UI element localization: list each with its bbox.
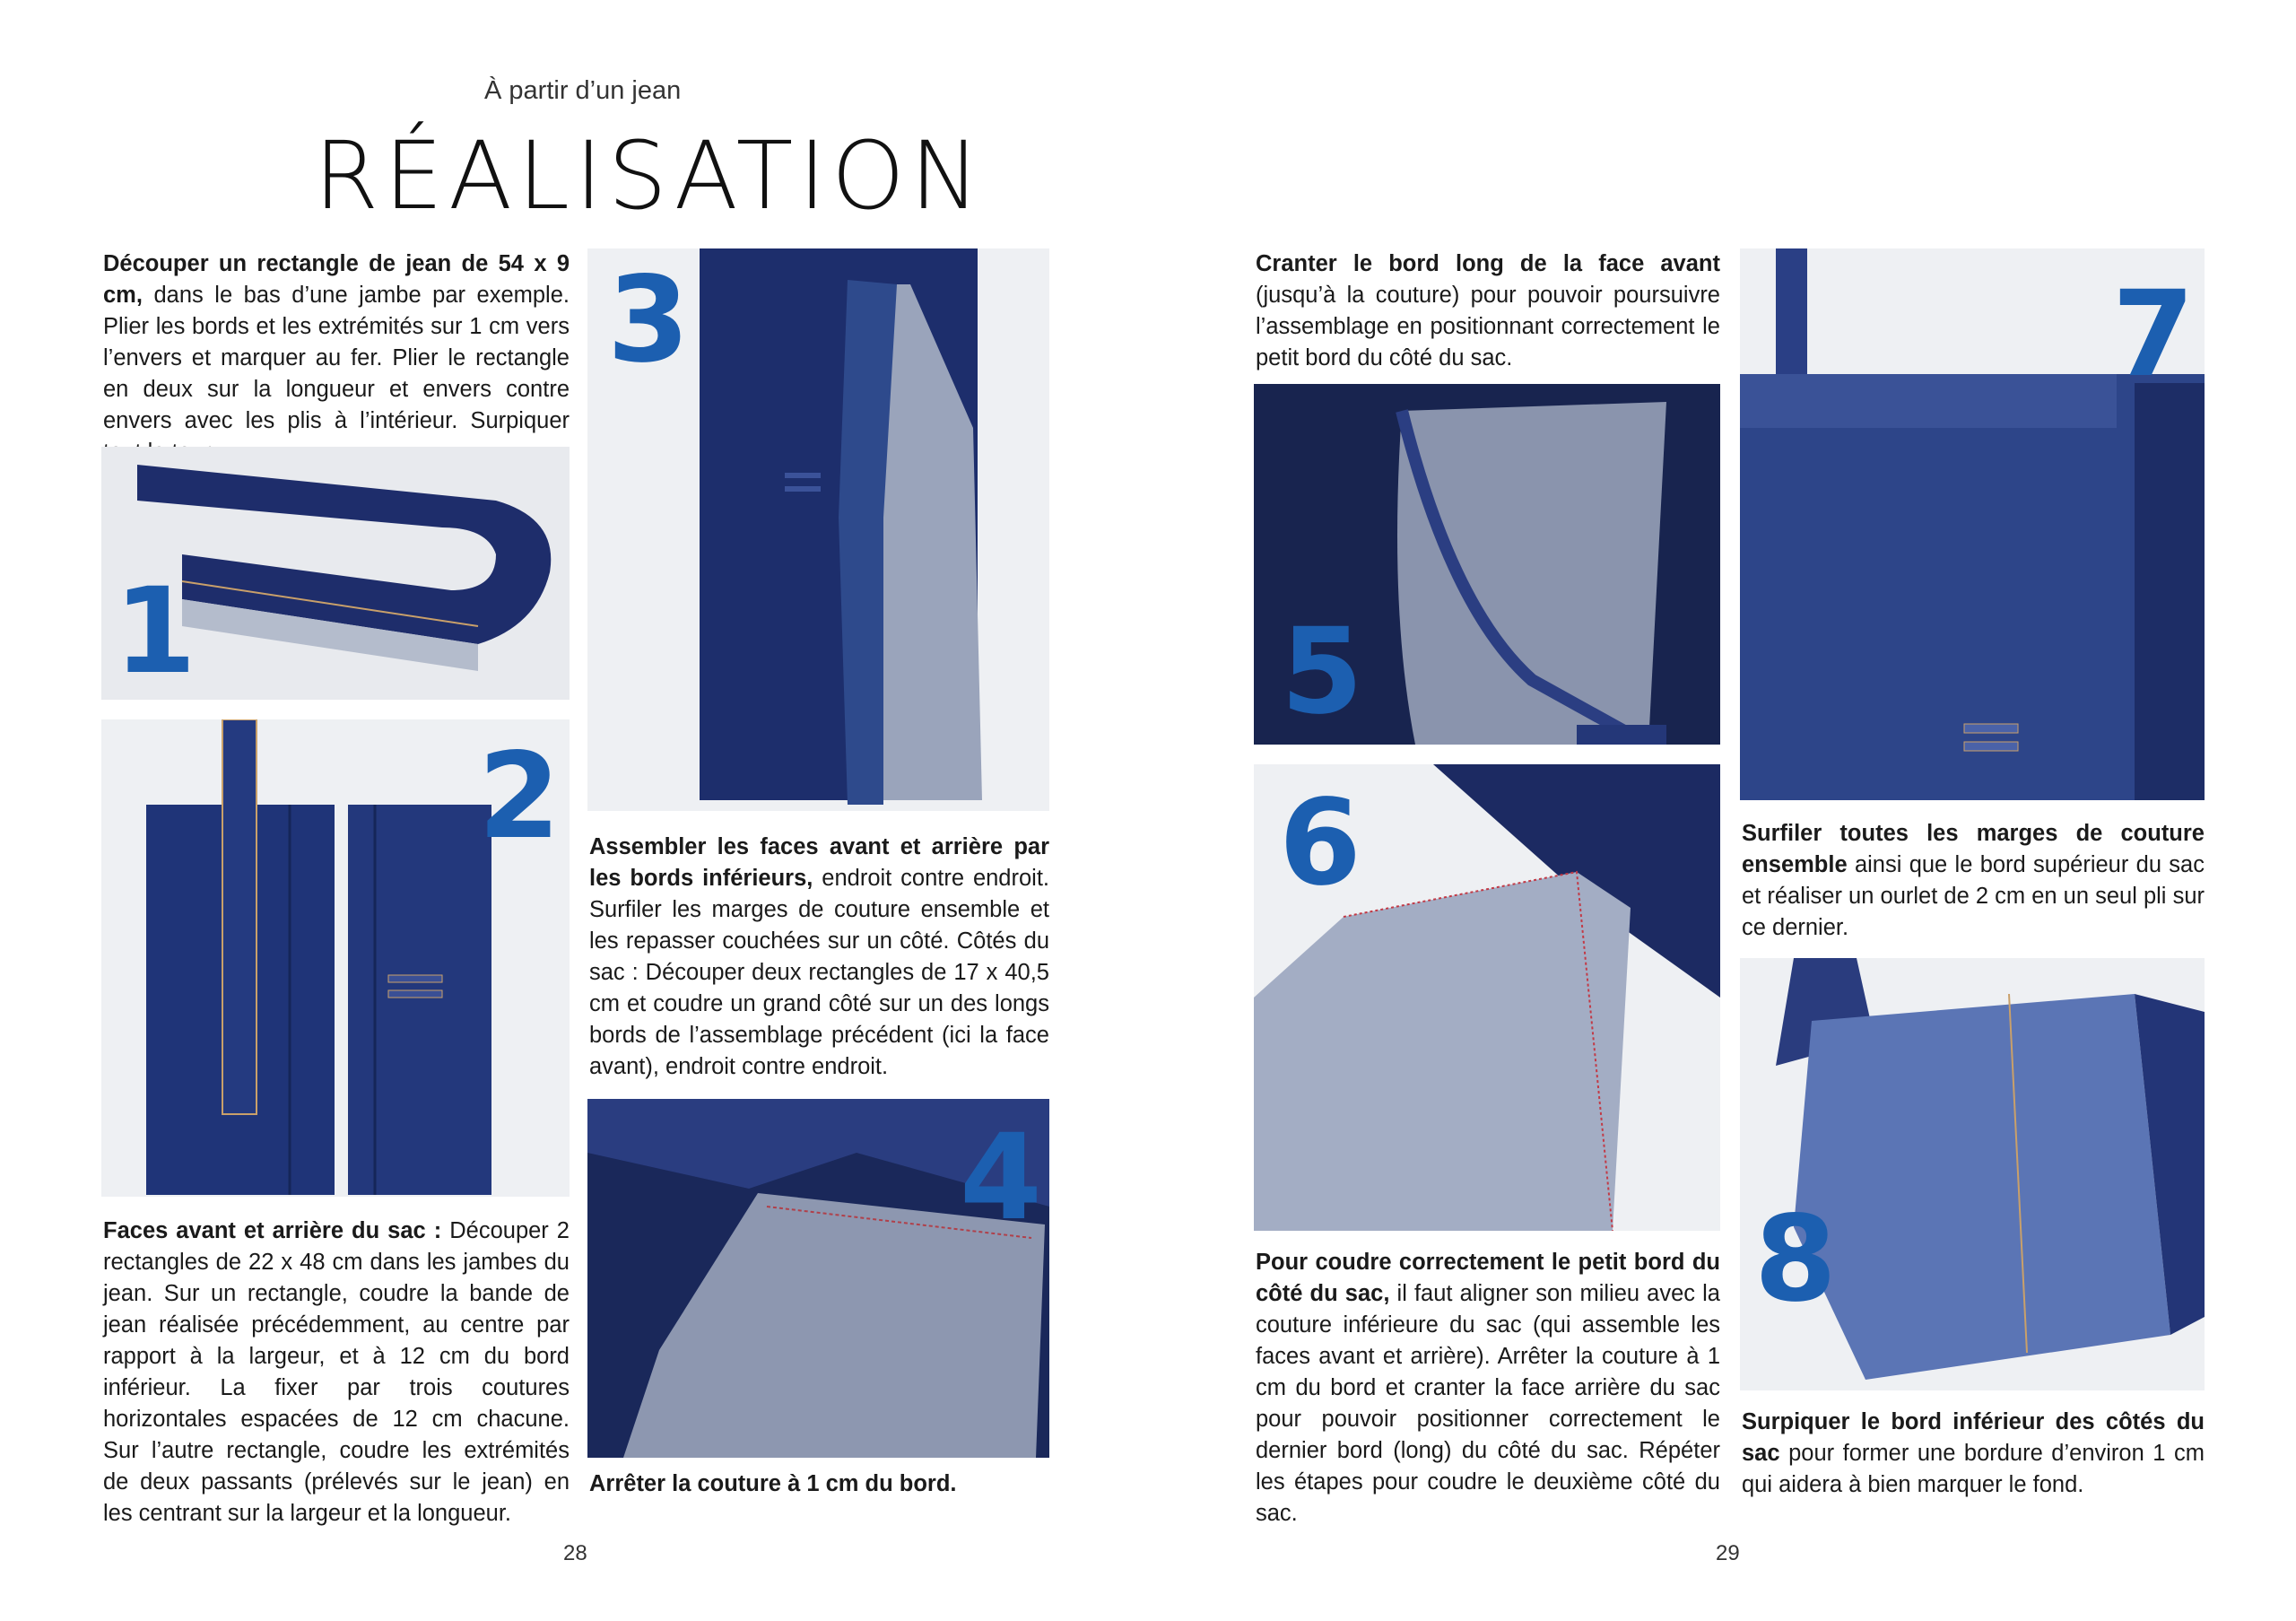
- step-7-photo: [1740, 248, 2205, 800]
- step-number-4: 4: [960, 1109, 1042, 1247]
- step-4-photo: [587, 1099, 1049, 1458]
- step-4-bold: Arrêter la couture à 1 cm du bord.: [589, 1471, 957, 1496]
- page-title: RÉALISATION: [314, 121, 986, 231]
- step-7-bold: Surfiler toutes les marges de couture ensemble: [1742, 821, 2205, 877]
- step-2-body: Découper 2 rectangles de 22 x 48 cm dans les jambes du jean. Sur un rectangle, coudre la bande de jean réalisée précédemment, au centre par rapport à la largeur, et à 12 cm du bord inférieur. La fixer par trois coutures horizontales espacées de 12 cm chacune. Sur l’autre rectangle, coudre les extrémités de deux passants (prélevés sur le jean) en les centrant sur la largeur et la longueur.: [103, 1218, 570, 1526]
- page-kicker: À partir d’un jean: [484, 76, 682, 105]
- step-1-bold: Découper un rectangle de jean de 54 x 9 cm,: [103, 251, 570, 308]
- step-number-2: 2: [478, 728, 561, 866]
- step-number-3: 3: [607, 251, 690, 389]
- step-number-8: 8: [1754, 1190, 1837, 1329]
- step-4-text: [589, 1468, 1049, 1500]
- step-5-photo: [1254, 384, 1720, 745]
- step-8-text: [1742, 1407, 2205, 1501]
- step-2-bold: Faces avant et arrière du sac :: [103, 1218, 442, 1243]
- step-1-text: [103, 248, 570, 468]
- step-3-text: [589, 832, 1049, 1083]
- step-3-bold: Assembler les faces avant et arrière par les bords inférieurs,: [589, 834, 1049, 891]
- step-6-body: il faut aligner son milieu avec la couture inférieure du sac (qui assemble les faces avant et arrière). Arrêter la couture à 1 cm du bord et cranter la face arrière du sac pour pouvoir positionner correctement le dernier bord (long) du côté du sac. Répéter les étapes pour coudre le deuxième côté du sac.: [1256, 1281, 1720, 1526]
- step-6-text: [1256, 1247, 1720, 1529]
- step-5-bold: Cranter le bord long de la face avant: [1256, 251, 1720, 276]
- step-8-bold: Surpiquer le bord inférieur des côtés du sac: [1742, 1409, 2205, 1466]
- step-1-photo: [101, 447, 570, 700]
- step-8-body: pour former une bordure d’environ 1 cm qui aidera à bien marquer le fond.: [1742, 1441, 2205, 1497]
- page-number-right: 29: [1716, 1541, 1740, 1565]
- step-number-7: 7: [2112, 266, 2195, 404]
- step-1-body: dans le bas d’une jambe par exemple. Plier les bords et les extrémités sur 1 cm vers l’envers et marquer au fer. Plier le rectangle en deux sur la longueur et envers contre envers avec les plis à l’intérieur. Surpiquer: [103, 283, 570, 433]
- page-number-left: 28: [563, 1541, 587, 1565]
- step-7-body: ainsi que le bord supérieur du sac et réaliser un ourlet de 2 cm en un seul pli sur ce dernier.: [1742, 852, 2205, 940]
- step-5-body: (jusqu’à la couture) pour pouvoir poursuivre l’assemblage en positionnant correctement le petit bord du côté du sac.: [1256, 283, 1720, 370]
- step-3-body: endroit contre endroit. Surfiler les marges de couture ensemble et les repasser couchées sur un côté. Côtés du sac : Découper deux rectangles de 17 x 40,5 cm et coudre un grand côté sur un des longs bords de l’assemblage précédent (ici la face avant), endroit contre endroit.: [589, 866, 1049, 1079]
- step-number-1: 1: [114, 562, 196, 700]
- step-number-6: 6: [1279, 774, 1361, 912]
- step-5-text: [1256, 248, 1720, 374]
- step-6-photo: [1254, 764, 1720, 1231]
- step-number-5: 5: [1281, 603, 1363, 741]
- step-7-text: [1742, 818, 2205, 944]
- step-3-photo: [587, 248, 1049, 811]
- step-2-photo: [101, 719, 570, 1197]
- step-2-text: [103, 1216, 570, 1529]
- step-8-photo: [1740, 958, 2205, 1390]
- step-6-bold: Pour coudre correctement le petit bord du côté du sac,: [1256, 1250, 1720, 1306]
